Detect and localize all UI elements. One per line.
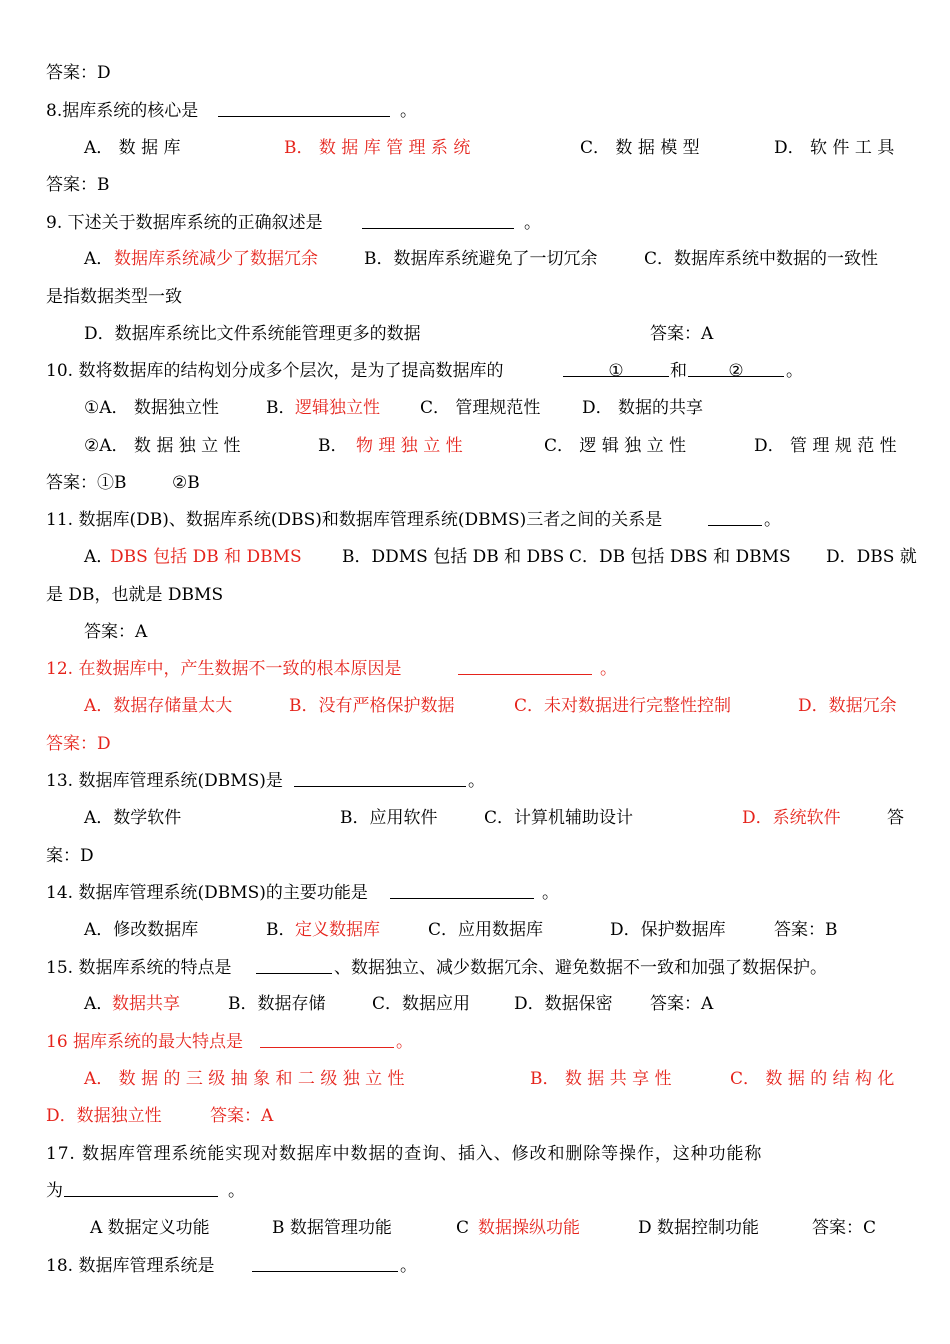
option-d: D．数据保密 <box>514 994 613 1014</box>
options-line <box>0 319 950 349</box>
answer-text: 答案：A <box>650 994 714 1014</box>
answer-blank <box>362 208 514 229</box>
question-13 <box>0 766 950 796</box>
question-text: 8.据库系统的核心是 <box>46 101 199 121</box>
continuation-line <box>0 580 950 610</box>
question-text: 18. 数据库管理系统是 <box>46 1256 215 1276</box>
options-line <box>0 803 950 833</box>
question-end: 。 <box>400 1256 417 1276</box>
options-line <box>0 989 950 1019</box>
continuation-text: 案：D <box>46 846 94 866</box>
option-b: 逻辑独立性 <box>295 398 380 418</box>
option-c: C．数据库系统中数据的一致性 <box>644 249 879 269</box>
option-c: C．应用数据库 <box>428 920 544 940</box>
question-12 <box>0 654 950 684</box>
option-c-label: C <box>456 1218 470 1238</box>
question-18 <box>0 1251 950 1281</box>
question-text: 15. 数据库系统的特点是 <box>46 958 232 978</box>
option-b: B． 数 据 库 管 理 系 统 <box>284 138 471 158</box>
answer-text: 答案：A <box>84 622 148 642</box>
option-d: D 数据控制功能 <box>638 1218 760 1238</box>
question-text: 13. 数据库管理系统(DBMS)是 <box>46 771 283 791</box>
question-text: 9. 下述关于数据库系统的正确叙述是 <box>46 213 323 233</box>
answer-blank <box>64 1176 218 1197</box>
question-end: 。 <box>228 1181 245 1201</box>
options-line <box>0 542 950 572</box>
continuation-line <box>0 282 950 312</box>
options-line <box>0 393 950 423</box>
option-d: D．系统软件 <box>742 808 841 828</box>
option-d: D．数据库系统比文件系统能管理更多的数据 <box>84 324 421 344</box>
answer-blank <box>458 654 592 675</box>
option-a: A 数据定义功能 <box>90 1218 210 1238</box>
option-d: D．DBS 就 <box>826 547 917 567</box>
option-d: D．数据独立性 <box>46 1106 162 1126</box>
question-end: 。 <box>524 213 541 233</box>
question-end: 。 <box>468 771 485 791</box>
option-b: 物 理 独 立 性 <box>356 436 463 456</box>
answer-blank <box>708 505 762 526</box>
option-b: B．没有严格保护数据 <box>289 696 455 716</box>
answer-text: 答案：B <box>774 920 838 940</box>
options-line <box>0 1064 950 1094</box>
answer-text: 答案：A <box>210 1106 274 1126</box>
option-c: C．DB 包括 DBS 和 DBMS <box>569 547 791 567</box>
question-11 <box>0 505 950 535</box>
option-b: B．数据库系统避免了一切冗余 <box>364 249 598 269</box>
option-a: DBS 包括 DB 和 DBMS <box>110 547 302 567</box>
continuation-line <box>0 1176 950 1206</box>
continuation-text: 是 DB，也就是 DBMS <box>46 585 224 605</box>
option-a: A．数据存储量太大 <box>84 696 233 716</box>
option-a: ①A． 数据独立性 <box>84 398 219 418</box>
question-10 <box>0 356 950 386</box>
answer-text-2: ②B <box>172 473 200 493</box>
answer-line <box>0 729 950 759</box>
option-c: C． 数 据 模 型 <box>580 138 700 158</box>
question-text: 14. 数据库管理系统(DBMS)的主要功能是 <box>46 883 368 903</box>
answer-text: 答案：①B <box>46 473 127 493</box>
option-c: C．未对数据进行完整性控制 <box>514 696 732 716</box>
question-end: 。 <box>400 101 417 121</box>
question-end: 。 <box>786 361 803 381</box>
option-b-label: B． <box>318 436 348 456</box>
answer-text: 答案：D <box>46 63 111 83</box>
answer-line <box>0 170 950 200</box>
answer-blank <box>218 96 390 117</box>
answer-blank <box>260 1027 394 1048</box>
options-line <box>0 244 950 274</box>
question-end: 。 <box>764 510 781 530</box>
option-b: B．应用软件 <box>340 808 438 828</box>
answer-line <box>0 468 950 498</box>
option-a: A． 数 据 的 三 级 抽 象 和 二 级 独 立 性 <box>84 1069 405 1089</box>
option-a: 数据库系统减少了数据冗余 <box>114 249 318 269</box>
question-text: 12. 在数据库中，产生数据不一致的根本原因是 <box>46 659 402 679</box>
answer-text: 答案：D <box>46 734 111 754</box>
question-end: 。 <box>542 883 559 903</box>
option-a: A．修改数据库 <box>84 920 199 940</box>
continuation-text: 是指数据类型一致 <box>46 287 182 307</box>
option-c: C．计算机辅助设计 <box>484 808 634 828</box>
answer-blank <box>294 766 466 787</box>
option-d: D． 软 件 工 具 <box>774 138 895 158</box>
option-b: B．数据存储 <box>228 994 326 1014</box>
option-d: D． 数据的共享 <box>582 398 704 418</box>
option-c: C．数据应用 <box>372 994 471 1014</box>
option-d: D．保护数据库 <box>610 920 726 940</box>
option-a: ②A． 数 据 独 立 性 <box>84 436 241 456</box>
option-b: 定义数据库 <box>295 920 380 940</box>
conjunction: 和 <box>670 361 687 381</box>
option-c: 数据操纵功能 <box>478 1218 580 1238</box>
question-end: 、数据独立、减少数据冗余、避免数据不一致和加强了数据保护。 <box>334 958 827 978</box>
answer-text: 答案：C <box>812 1218 877 1238</box>
option-a: 数据共享 <box>112 994 180 1014</box>
option-c: C． 管理规范性 <box>420 398 541 418</box>
option-b-label: B． <box>266 398 296 418</box>
options-line <box>0 1213 950 1243</box>
continuation-text: 为 <box>46 1181 63 1201</box>
question-8 <box>0 96 950 126</box>
option-a: A． 数 据 库 <box>84 138 181 158</box>
option-d: D． 管 理 规 范 性 <box>754 436 897 456</box>
answer-blank-2: ② <box>688 356 784 377</box>
answer-blank <box>256 953 332 974</box>
question-17 <box>0 1139 950 1169</box>
continuation-line <box>0 841 950 871</box>
option-b: B．DDMS 包括 DB 和 DBS <box>342 547 565 567</box>
answer-blank-1: ① <box>563 356 669 377</box>
answer-line <box>0 58 950 88</box>
option-c: C． 逻 辑 独 立 性 <box>544 436 687 456</box>
question-16 <box>0 1027 950 1057</box>
options-line <box>0 915 950 945</box>
option-b-label: B． <box>266 920 296 940</box>
answer-blank <box>390 878 534 899</box>
question-15 <box>0 953 950 983</box>
options-line <box>0 691 950 721</box>
options-line <box>0 431 950 461</box>
option-b: B． 数 据 共 享 性 <box>530 1069 672 1089</box>
answer-line <box>0 617 950 647</box>
answer-text: 答案：A <box>650 324 714 344</box>
options-line <box>0 1101 950 1131</box>
question-text: 16 据库系统的最大特点是 <box>46 1032 244 1052</box>
question-text: 17. 数据库管理系统能实现对数据库中数据的查询、插入、修改和删除等操作，这种功能称 <box>46 1144 763 1164</box>
option-d: D．数据冗余 <box>798 696 897 716</box>
question-text: 11. 数据库(DB)、数据库系统(DBS)和数据库管理系统(DBMS)三者之间的关系是 <box>46 510 663 530</box>
option-a: A．数学软件 <box>84 808 182 828</box>
answer-blank <box>252 1251 398 1272</box>
question-end: 。 <box>600 659 617 679</box>
question-9 <box>0 208 950 238</box>
question-text: 10. 数将数据库的结构划分成多个层次，是为了提高数据库的 <box>46 361 504 381</box>
option-b: B 数据管理功能 <box>272 1218 392 1238</box>
option-a-label: A． <box>84 994 114 1014</box>
question-14 <box>0 878 950 908</box>
option-a-label: A． <box>84 547 114 567</box>
answer-text: 答 <box>887 808 904 828</box>
option-c: C． 数 据 的 结 构 化 <box>730 1069 895 1089</box>
question-end: 。 <box>396 1032 413 1052</box>
option-a-label: A． <box>84 249 114 269</box>
answer-text: 答案：B <box>46 175 110 195</box>
